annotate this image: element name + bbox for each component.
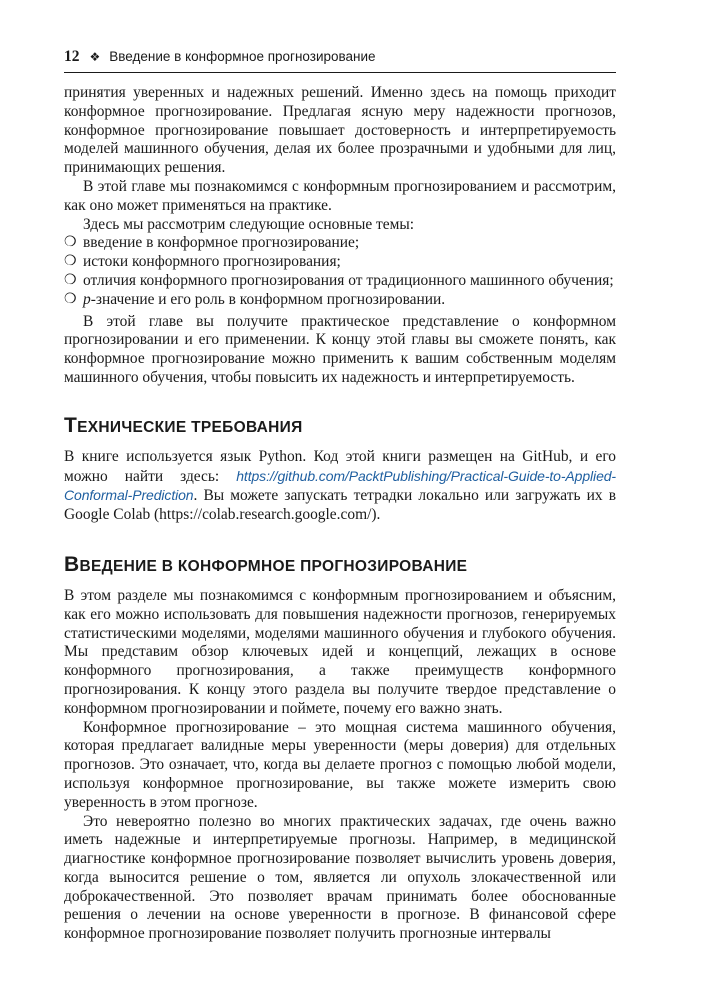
section-paragraph-3: Это невероятно полезно во многих практических задачах, где очень важно иметь надежные и интерпретируемые прогнозы. Например, в медицинской диагностике конформное прогнозирование позволяет вычислить уровень доверия, когда выносится решение о том, является ли опухоль злокачественной или доброкачественной. Это позволяет врачам принимать более обоснованные решения о лечении на основе уверенности в прогнозе. В финансовой сфере конформное прогнозирование позволяет получить прогнозные интервалы (64, 812, 616, 943)
list-item (64, 234, 616, 253)
github-link[interactable]: https://github.com/PacktPublishing/Practical-Guide-to-Applied-Conformal-Prediction (64, 467, 616, 504)
list-item (64, 253, 616, 272)
heading-rest: ВЕДЕНИЕ В КОНФОРМНОЕ ПРОГНОЗИРОВАНИЕ (79, 557, 468, 575)
tech-text-before: В книге используется язык Python. Код этой книги размещен на GitHub, и его можно найти здесь: (64, 447, 616, 485)
circle-bullet-icon: ❍ (64, 272, 77, 288)
section-paragraph-1: В этом разделе мы познакомимся с конформным прогнозированием и объясним, как его можно использовать для повышения надежности прогнозов, генерируемых статистическими моделями, моделями машинного обучения и глубокого обучения. Мы представим обзор ключевых идей и концепций, лежащих в основе конформного прогнозирования, а также преимуществ конформного прогнозирования. К концу этого раздела вы получите твердое представление о конформном прогнозировании и поймете, почему его важно знать. (64, 586, 616, 717)
list-item-text: -значение и его роль в конформном прогнозировании. (90, 290, 446, 308)
running-header (64, 48, 616, 73)
tech-paragraph (64, 448, 616, 525)
section-heading-technical-requirements (64, 415, 616, 439)
circle-bullet-icon: ❍ (64, 254, 77, 270)
book-page (64, 48, 616, 944)
intro-paragraph-4: В этой главе вы получите практическое представление о конформном прогнозировании и его применении. К концу этой главы вы сможете понять, как конформное прогнозирование можно применить к вашим собственным моделям машинного обучения, чтобы повысить их надежность и интерпретируемость. (64, 312, 616, 386)
list-item-text: отличия конформного прогнозирования от традиционного машинного обучения; (83, 271, 614, 289)
tech-text-after: . Вы можете запускать тетрадки локально или загружать их в Google Colab (https://colab.research.google.com/). (64, 487, 616, 524)
circle-bullet-icon: ❍ (64, 291, 77, 307)
list-item (64, 272, 616, 291)
topics-list (64, 234, 616, 309)
running-title: Введение в конформное прогнозирование (109, 49, 376, 64)
page-number: 12 (64, 48, 80, 65)
intro-paragraph-3: Здесь мы рассмотрим следующие основные темы: (83, 215, 415, 233)
section-heading-introduction (64, 554, 616, 578)
ornament-icon: ❖ (89, 50, 101, 64)
circle-bullet-icon: ❍ (64, 235, 77, 251)
list-item (64, 291, 616, 310)
p-variable: p (83, 290, 91, 308)
intro-paragraph-2: В этой главе мы познакомимся с конформным прогнозированием и рассмотрим, как оно может применяться на практике. (64, 177, 616, 214)
list-item-text: введение в конформное прогнозирование; (83, 234, 360, 252)
heading-initial: Т (64, 413, 78, 437)
heading-initial: В (64, 552, 80, 576)
section-paragraph-2: Конформное прогнозирование – это мощная система машинного обучения, которая предлагает валидные меры уверенности (меры доверия) для отдельных прогнозов. Это означает, что, когда вы делаете прогноз с помощью любой модели, используя конформное прогнозирование, вы также можете измерить свою уверенность в этом прогнозе. (64, 718, 616, 811)
heading-rest: ЕХНИЧЕСКИЕ ТРЕБОВАНИЯ (77, 418, 303, 436)
intro-paragraph-1: принятия уверенных и надежных решений. Именно здесь на помощь приходит конформное прогнозирование. Предлагая ясную меру надежности прогнозов, конформное прогнозирование повышает достоверность и интерпретируемость моделей машинного обучения, делая их более прозрачными и удобными для лиц, принимающих решения. (64, 84, 616, 177)
list-item-text: истоки конформного прогнозирования; (83, 253, 341, 271)
